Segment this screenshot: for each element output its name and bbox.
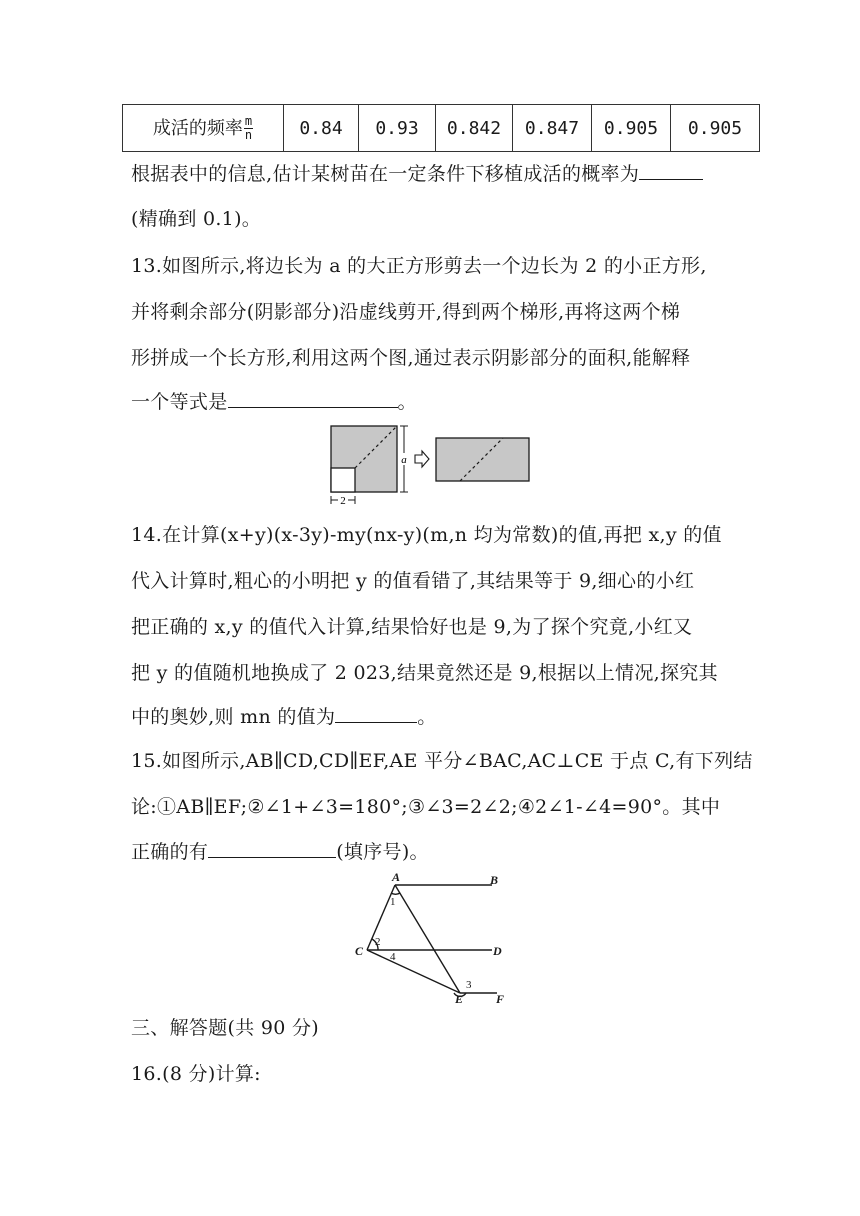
fraction-numerator: m <box>244 114 253 129</box>
q16-line-1: 16.(8 分)计算: <box>131 1063 261 1085</box>
q13-end: 。 <box>397 391 417 413</box>
table-row-label <box>123 105 284 152</box>
q14-text: 中的奥妙,则 mn 的值为 <box>131 706 336 728</box>
label-E: E <box>455 992 464 1004</box>
table-cell: 0.905 <box>592 105 671 152</box>
angle-label-1: 1 <box>390 896 396 908</box>
q15-text: 正确的有 <box>131 841 209 863</box>
q15-line-1: 15.如图所示,AB∥CD,CD∥EF,AE 平分∠BAC,AC⊥CE 于点 C,有下列结 <box>131 750 753 772</box>
angle-label-3: 3 <box>466 979 472 991</box>
q15-end: (填序号)。 <box>336 841 429 863</box>
segment-ac <box>367 885 395 950</box>
fraction-m-over-n <box>244 115 253 142</box>
table-cell: 0.84 <box>284 105 359 152</box>
label-a: a <box>401 454 407 466</box>
table-cell: 0.847 <box>513 105 592 152</box>
q14-line-5 <box>131 704 437 729</box>
angle-arc-1 <box>391 893 400 894</box>
label-F: F <box>496 992 505 1004</box>
q13-line-2: 并将剩余部分(阴影部分)沿虚线剪开,得到两个梯形,再将这两个梯 <box>131 301 681 323</box>
section-title: 三、解答题(共 90 分) <box>131 1017 319 1039</box>
answer-blank <box>208 839 336 858</box>
q14-line-2: 代入计算时,粗心的小明把 y 的值看错了,其结果等于 9,细心的小红 <box>131 570 695 592</box>
row-label-text: 成活的频率 <box>152 117 243 139</box>
small-square-cutout <box>331 468 355 492</box>
q14-line-1: 14.在计算(x+y)(x-3y)-my(nx-y)(m,n 均为常数)的值,再把 x,y 的值 <box>131 524 722 546</box>
table-cell: 0.842 <box>436 105 513 152</box>
answer-blank <box>639 161 703 180</box>
q13-line-4 <box>131 389 417 414</box>
square-cut-figure <box>325 422 535 508</box>
q12-line-1 <box>131 161 703 186</box>
q13-line-1: 13.如图所示,将边长为 a 的大正方形剪去一个边长为 2 的小正方形, <box>131 255 707 277</box>
q14-end: 。 <box>417 706 437 728</box>
q13-line-3: 形拼成一个长方形,利用这两个图,通过表示阴影部分的面积,能解释 <box>131 347 691 369</box>
table-cell: 0.93 <box>359 105 436 152</box>
q14-line-3: 把正确的 x,y 的值代入计算,结果恰好也是 9,为了探个究竟,小红又 <box>131 616 693 638</box>
answer-blank <box>228 389 398 408</box>
q15-line-2: 论:①AB∥EF;②∠1+∠3=180°;③∠3=2∠2;④2∠1-∠4=90°。其中 <box>131 796 721 818</box>
parallel-lines-figure <box>350 868 520 1004</box>
angle-label-2: 2 <box>375 936 381 948</box>
table-row <box>123 105 760 152</box>
label-C: C <box>355 944 364 958</box>
q13-text: 一个等式是 <box>131 391 228 413</box>
q12-text: 根据表中的信息,估计某树苗在一定条件下移植成活的概率为 <box>131 163 640 185</box>
answer-blank <box>335 704 417 723</box>
label-2: 2 <box>340 495 346 507</box>
segment-ce <box>367 950 460 993</box>
arrow-right-icon <box>415 451 429 467</box>
table-cell: 0.905 <box>671 105 760 152</box>
frequency-table <box>122 104 760 152</box>
rectangle-result <box>436 438 529 481</box>
fraction-denominator: n <box>244 128 253 143</box>
angle-label-4: 4 <box>390 951 396 963</box>
q15-line-3 <box>131 839 429 864</box>
q12-line-2: (精确到 0.1)。 <box>131 208 262 230</box>
label-A: A <box>392 870 401 884</box>
segment-ae <box>395 885 460 993</box>
q14-line-4: 把 y 的值随机地换成了 2 023,结果竟然还是 9,根据以上情况,探究其 <box>131 662 718 684</box>
label-B: B <box>490 873 499 887</box>
label-D: D <box>493 944 502 958</box>
